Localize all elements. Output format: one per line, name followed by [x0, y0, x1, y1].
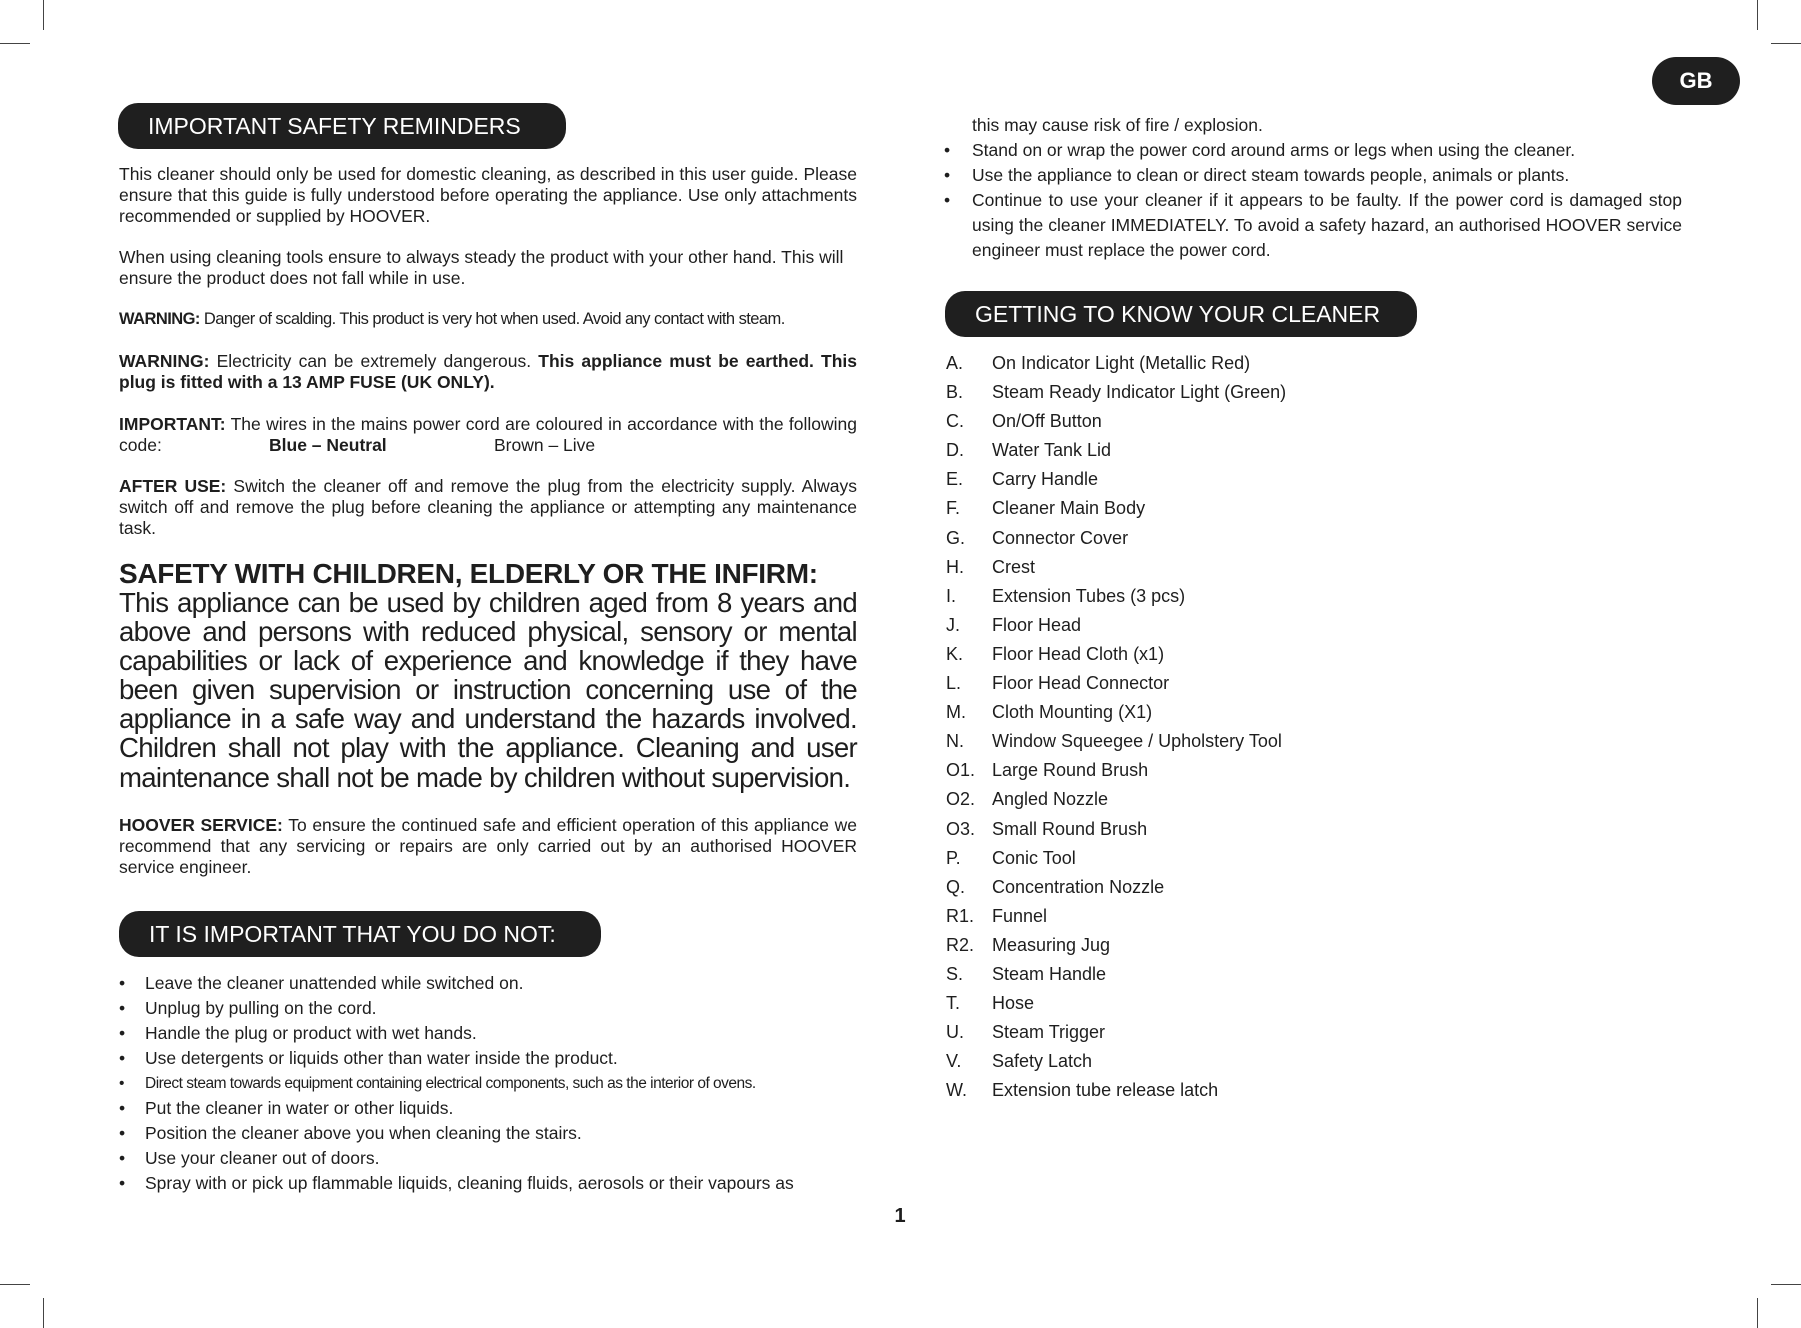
- crop-mark: [1757, 1298, 1758, 1328]
- list-item: T. Hose: [946, 993, 1035, 1014]
- list-item: O2. Angled Nozzle: [946, 789, 1109, 810]
- language-badge: GB: [1652, 57, 1740, 105]
- crop-mark: [43, 1298, 44, 1328]
- wires-paragraph: [119, 414, 857, 456]
- do-not-list-continued: [944, 138, 1682, 263]
- list-item: O3. Small Round Brush: [946, 818, 1148, 839]
- list-item: A. On Indicator Light (Metallic Red): [946, 353, 1251, 373]
- children-safety-body: This appliance can be used by children aged from 8 years and above and persons with reduced physical, sensory or mental capabilities or lack of experience and knowledge if they have been given supervision or instruction concerning use of the appliance in a safe way and understand the hazards involved. Children shall not play with the appliance. Cleaning and user maintenance shall not be made by children without supervision.: [119, 587, 857, 793]
- list-item: • Use detergents or liquids other than water inside the product.: [119, 1046, 859, 1071]
- warning-text: Danger of scalding. This product is very hot when used. Avoid any contact with steam.: [203, 310, 785, 328]
- list-item: V. Safety Latch: [946, 1051, 1093, 1072]
- after-use-text: Switch the cleaner off and remove the plug from the electricity supply. Always switch off and remove the plug before cleaning the appliance or attempting any maintenance task.: [119, 476, 858, 538]
- bullet-icon: •: [119, 973, 126, 993]
- bullet-icon: •: [119, 1048, 126, 1068]
- important-text: The wires in the mains power cord are coloured in accordance with the following code:: [119, 414, 858, 455]
- list-item: P. Conic Tool: [946, 847, 1076, 868]
- list-item: • Unplug by pulling on the cord.: [119, 996, 859, 1021]
- list-item: • Leave the cleaner unattended while switched on.: [119, 971, 859, 996]
- safety-reminders-heading: IMPORTANT SAFETY REMINDERS: [118, 103, 566, 149]
- list-item: L. Floor Head Connector: [946, 673, 1170, 694]
- crop-mark: [1771, 1284, 1801, 1285]
- children-safety-heading: SAFETY WITH CHILDREN, ELDERLY OR THE INFIRM:: [119, 558, 818, 589]
- list-item: • Stand on or wrap the power cord around arms or legs when using the cleaner.: [944, 138, 1682, 163]
- list-item: H. Crest: [946, 556, 1036, 577]
- list-item: • Direct steam towards equipment containing electrical components, such as the interior of ovens.: [119, 1071, 859, 1096]
- intro-paragraph: This cleaner should only be used for domestic cleaning, as described in this user guide. Please ensure that this guide is fully understood before operating the appliance. Use only attachments recommended or supplied by HOOVER.: [119, 164, 857, 226]
- warning-label: WARNING:: [119, 310, 200, 328]
- list-item: I. Extension Tubes (3 pcs): [946, 585, 1186, 606]
- list-item: W. Extension tube release latch: [946, 1080, 1219, 1101]
- bullet-icon: •: [119, 1023, 126, 1043]
- list-item: U. Steam Trigger: [946, 1022, 1106, 1043]
- service-text: To ensure the continued safe and efficient operation of this appliance we recommend that any servicing or repairs are only carried out by an authorised HOOVER service engineer.: [119, 815, 857, 877]
- do-not-heading: IT IS IMPORTANT THAT YOU DO NOT:: [119, 911, 601, 957]
- list-item: R1. Funnel: [946, 905, 1048, 926]
- bullet-icon: •: [119, 1098, 126, 1118]
- list-item: • Continue to use your cleaner if it appears to be faulty. If the power cord is damaged stop using the cleaner IMMEDIATELY. To avoid a safety hazard, an authorised HOOVER service engineer must replace the power cord.: [944, 190, 1682, 260]
- warning-text: Electricity can be extremely dangerous.: [216, 351, 532, 371]
- hoover-service-paragraph: [119, 815, 857, 878]
- list-item: D. Water Tank Lid: [946, 440, 1112, 461]
- list-item: S. Steam Handle: [946, 963, 1107, 984]
- earthed-notice: This appliance must be earthed. This plug is fitted with a 13 AMP FUSE (UK ONLY).: [119, 351, 857, 392]
- crop-mark: [1771, 43, 1801, 44]
- bullet-icon: •: [119, 1148, 126, 1168]
- list-item: E. Carry Handle: [946, 469, 1099, 490]
- list-item: • Handle the plug or product with wet hands.: [119, 1021, 859, 1046]
- list-item: • Spray with or pick up flammable liquids, cleaning fluids, aerosols or their vapours as: [119, 1171, 859, 1196]
- list-item: C. On/Off Button: [946, 411, 1102, 432]
- crop-mark: [1757, 0, 1758, 30]
- electricity-warning: [119, 351, 857, 393]
- list-item: • Use your cleaner out of doors.: [119, 1146, 859, 1171]
- list-item: G. Connector Cover: [946, 527, 1129, 548]
- list-item: F. Cleaner Main Body: [946, 498, 1146, 519]
- list-item: Q. Concentration Nozzle: [946, 876, 1165, 897]
- do-not-list: [119, 971, 859, 1196]
- bullet-icon: •: [119, 998, 126, 1018]
- bullet-icon: •: [119, 1123, 126, 1143]
- list-item: R2. Measuring Jug: [946, 934, 1111, 955]
- wire-code-blue: Blue – Neutral: [269, 435, 387, 455]
- crop-mark: [0, 1284, 30, 1285]
- continuation-line: this may cause risk of fire / explosion.: [972, 115, 1263, 135]
- service-label: HOOVER SERVICE:: [119, 815, 283, 835]
- list-item: • Put the cleaner in water or other liquids.: [119, 1096, 859, 1121]
- bullet-icon: •: [119, 1075, 124, 1092]
- crop-mark: [0, 43, 30, 44]
- list-item: • Position the cleaner above you when cleaning the stairs.: [119, 1121, 859, 1146]
- bullet-icon: •: [944, 165, 951, 185]
- crop-mark: [43, 0, 44, 30]
- parts-list: [946, 349, 1286, 1105]
- warning-label: WARNING:: [119, 351, 210, 371]
- list-item: • Use the appliance to clean or direct steam towards people, animals or plants.: [944, 163, 1682, 188]
- list-item: K. Floor Head Cloth (x1): [946, 643, 1165, 664]
- bullet-icon: •: [944, 190, 951, 210]
- after-use-label: AFTER USE:: [119, 476, 227, 496]
- bullet-icon: •: [944, 140, 951, 160]
- list-item: N. Window Squeegee / Upholstery Tool: [946, 731, 1282, 752]
- getting-to-know-heading: GETTING TO KNOW YOUR CLEANER: [945, 291, 1417, 337]
- bullet-icon: •: [119, 1173, 126, 1193]
- important-label: IMPORTANT:: [119, 414, 226, 434]
- list-item: J. Floor Head: [946, 614, 1082, 635]
- page-number: 1: [894, 1205, 906, 1227]
- after-use-paragraph: [119, 476, 857, 539]
- list-item: O1. Large Round Brush: [946, 760, 1149, 781]
- tools-paragraph: When using cleaning tools ensure to always steady the product with your other hand. This will ensure the product does not fall while in use.: [119, 247, 844, 288]
- list-item: M. Cloth Mounting (X1): [946, 702, 1153, 723]
- wire-code-brown: Brown – Live: [494, 435, 596, 455]
- scalding-warning: [119, 309, 857, 330]
- list-item: B. Steam Ready Indicator Light (Green): [946, 382, 1287, 403]
